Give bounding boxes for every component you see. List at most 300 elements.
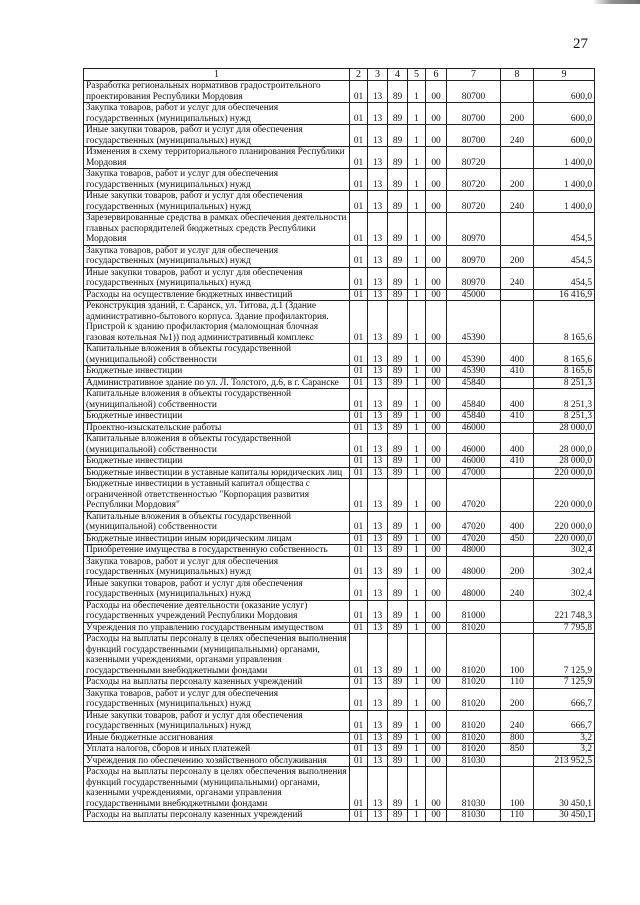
row-code-cell: 00 [426,744,447,756]
row-code-cell: 1 [408,213,426,246]
row-name-cell: Иные закупки товаров, работ и услуг для обеспечения государственных (муниципальных) нужд [84,191,350,213]
row-sum-cell: 302,4 [534,545,595,557]
row-code-cell: 13 [368,677,388,689]
budget-table [83,68,595,822]
row-code-cell: 01 [350,600,368,622]
row-code-cell [501,479,534,512]
table-row [84,533,595,545]
row-code-cell: 13 [368,125,388,147]
row-code-cell: 01 [350,434,368,456]
row-code-cell: 01 [350,767,368,810]
row-code-cell: 89 [388,81,408,103]
row-sum-cell: 600,0 [534,81,595,103]
row-name-cell: Бюджетные инвестиции [84,456,350,468]
row-name-cell: Бюджетные инвестиции в уставные капиталы юридических лиц [84,467,350,479]
row-code-cell: 89 [388,366,408,378]
row-code-cell: 89 [388,267,408,289]
row-code-cell: 01 [350,366,368,378]
row-sum-cell: 8 165,6 [534,344,595,366]
table-row [84,245,595,267]
row-code-cell: 45840 [447,389,501,411]
row-code-cell: 1 [408,191,426,213]
row-name-cell: Учреждения по управлению государственным имуществом [84,622,350,634]
row-code-cell: 13 [368,103,388,125]
row-code-cell: 410 [501,411,534,423]
row-name-cell: Разработка региональных нормативов градостроительного проектирования Республики Мордовия [84,81,350,103]
row-code-cell: 13 [368,422,388,434]
row-code-cell: 89 [388,744,408,756]
row-code-cell: 80970 [447,267,501,289]
row-code-cell: 89 [388,677,408,689]
row-sum-cell: 220 000,0 [534,467,595,479]
row-sum-cell: 1 400,0 [534,169,595,191]
row-name-cell: Капитальные вложения в объекты государственной (муниципальной) собственности [84,344,350,366]
row-code-cell: 46000 [447,422,501,434]
row-code-cell: 200 [501,556,534,578]
row-sum-cell: 28 000,0 [534,422,595,434]
row-code-cell: 00 [426,556,447,578]
row-code-cell: 13 [368,710,388,732]
row-name-cell: Иные закупки товаров, работ и услуг для обеспечения государственных (муниципальных) нужд [84,125,350,147]
header-cell: 4 [388,69,408,81]
row-code-cell: 80720 [447,191,501,213]
row-code-cell: 410 [501,456,534,468]
row-code-cell: 450 [501,533,534,545]
row-code-cell: 81030 [447,767,501,810]
header-cell: 2 [350,69,368,81]
row-code-cell: 01 [350,511,368,533]
row-name-cell: Капитальные вложения в объекты государственной (муниципальной) собственности [84,434,350,456]
row-code-cell: 400 [501,511,534,533]
row-code-cell: 00 [426,289,447,301]
row-code-cell: 01 [350,677,368,689]
table-row [84,578,595,600]
row-code-cell: 200 [501,103,534,125]
row-name-cell: Бюджетные инвестиции [84,366,350,378]
row-code-cell: 89 [388,245,408,267]
row-code-cell: 1 [408,377,426,389]
row-code-cell: 1 [408,767,426,810]
table-row [84,169,595,191]
row-code-cell: 800 [501,732,534,744]
row-code-cell: 01 [350,411,368,423]
row-code-cell: 80970 [447,213,501,246]
row-code-cell: 89 [388,191,408,213]
row-code-cell: 89 [388,169,408,191]
row-code-cell: 01 [350,301,368,344]
row-sum-cell: 30 450,1 [534,767,595,810]
row-code-cell [501,377,534,389]
row-sum-cell: 666,7 [534,710,595,732]
row-code-cell: 01 [350,622,368,634]
row-sum-cell: 213 952,5 [534,755,595,767]
row-code-cell [501,755,534,767]
row-code-cell: 89 [388,147,408,169]
table-row [84,389,595,411]
row-name-cell: Расходы на обеспечение деятельности (оказание услуг) государственных учреждений Республики Мордовия [84,600,350,622]
row-code-cell: 89 [388,125,408,147]
table-row [84,422,595,434]
row-code-cell: 13 [368,511,388,533]
row-code-cell: 00 [426,710,447,732]
row-code-cell: 46000 [447,434,501,456]
row-code-cell: 89 [388,755,408,767]
row-code-cell: 1 [408,622,426,634]
row-code-cell [501,289,534,301]
row-sum-cell: 302,4 [534,556,595,578]
row-code-cell: 89 [388,301,408,344]
row-code-cell: 01 [350,103,368,125]
row-code-cell: 89 [388,710,408,732]
row-code-cell: 13 [368,366,388,378]
row-code-cell: 89 [388,545,408,557]
row-code-cell: 13 [368,344,388,366]
row-code-cell: 00 [426,377,447,389]
row-sum-cell: 600,0 [534,103,595,125]
row-code-cell: 1 [408,479,426,512]
row-code-cell: 89 [388,456,408,468]
row-code-cell: 01 [350,147,368,169]
row-code-cell: 00 [426,125,447,147]
row-code-cell: 13 [368,688,388,710]
row-code-cell: 47020 [447,533,501,545]
row-code-cell: 81020 [447,732,501,744]
row-code-cell: 13 [368,600,388,622]
table-row [84,267,595,289]
row-name-cell: Иные закупки товаров, работ и услуг для обеспечения государственных (муниципальных) нужд [84,710,350,732]
header-cell: 9 [534,69,595,81]
table-row [84,744,595,756]
row-code-cell: 13 [368,289,388,301]
row-name-cell: Расходы на выплаты персоналу в целях обеспечения выполнения функций государственными (муниципальными) органами, казенными учреждениями, органами управления государственными внебюджетными фондами [84,767,350,810]
row-code-cell: 89 [388,422,408,434]
row-code-cell: 1 [408,533,426,545]
table-row [84,755,595,767]
row-code-cell [501,213,534,246]
row-sum-cell: 7 125,9 [534,677,595,689]
row-code-cell: 1 [408,732,426,744]
row-code-cell: 89 [388,479,408,512]
row-code-cell: 13 [368,545,388,557]
row-code-cell: 45390 [447,344,501,366]
row-code-cell: 100 [501,634,534,677]
row-code-cell: 400 [501,344,534,366]
row-code-cell [501,422,534,434]
table-row [84,511,595,533]
row-sum-cell: 7 125,9 [534,634,595,677]
row-code-cell: 80700 [447,81,501,103]
row-name-cell: Бюджетные инвестиции иным юридическим лицам [84,533,350,545]
row-code-cell: 01 [350,267,368,289]
row-code-cell: 01 [350,245,368,267]
row-code-cell [501,600,534,622]
row-code-cell: 1 [408,755,426,767]
row-code-cell: 00 [426,578,447,600]
row-code-cell: 89 [388,732,408,744]
row-code-cell: 80720 [447,169,501,191]
row-sum-cell: 3,2 [534,732,595,744]
row-code-cell [501,545,534,557]
row-code-cell: 81020 [447,710,501,732]
table-row [84,147,595,169]
row-code-cell: 00 [426,301,447,344]
row-sum-cell: 30 450,1 [534,810,595,822]
row-code-cell: 1 [408,103,426,125]
row-code-cell: 80970 [447,245,501,267]
row-code-cell: 00 [426,103,447,125]
row-code-cell: 81030 [447,755,501,767]
row-sum-cell: 221 748,3 [534,600,595,622]
row-code-cell: 89 [388,556,408,578]
row-code-cell: 47000 [447,467,501,479]
row-code-cell: 1 [408,267,426,289]
row-code-cell: 00 [426,810,447,822]
row-code-cell: 1 [408,634,426,677]
table-row [84,456,595,468]
row-code-cell: 01 [350,634,368,677]
row-code-cell: 00 [426,479,447,512]
row-name-cell: Иные закупки товаров, работ и услуг для обеспечения государственных (муниципальных) нужд [84,267,350,289]
table-row [84,600,595,622]
row-code-cell: 240 [501,710,534,732]
row-code-cell: 1 [408,688,426,710]
header-cell: 3 [368,69,388,81]
row-code-cell: 1 [408,169,426,191]
row-sum-cell: 8 165,6 [534,301,595,344]
row-code-cell: 81020 [447,634,501,677]
table-row [84,688,595,710]
row-sum-cell: 8 251,3 [534,377,595,389]
row-code-cell: 00 [426,344,447,366]
row-code-cell: 1 [408,578,426,600]
row-code-cell: 400 [501,434,534,456]
row-code-cell: 1 [408,125,426,147]
table-row [84,81,595,103]
row-code-cell: 00 [426,422,447,434]
row-code-cell: 00 [426,533,447,545]
row-code-cell: 13 [368,434,388,456]
row-sum-cell: 28 000,0 [534,456,595,468]
header-cell: 8 [501,69,534,81]
row-name-cell: Административное здание по ул. Л. Толстого, д.6, в г. Саранске [84,377,350,389]
header-cell: 6 [426,69,447,81]
row-code-cell: 1 [408,545,426,557]
row-code-cell: 13 [368,810,388,822]
row-code-cell: 1 [408,422,426,434]
row-sum-cell: 16 416,9 [534,289,595,301]
row-code-cell: 00 [426,245,447,267]
row-code-cell: 01 [350,533,368,545]
row-code-cell: 89 [388,411,408,423]
row-code-cell: 89 [388,688,408,710]
row-code-cell: 13 [368,732,388,744]
row-code-cell: 00 [426,755,447,767]
row-code-cell: 1 [408,710,426,732]
row-name-cell: Учреждения по обеспечению хозяйственного обслуживания [84,755,350,767]
table-row [84,710,595,732]
row-code-cell: 81030 [447,810,501,822]
row-code-cell: 1 [408,411,426,423]
row-code-cell: 13 [368,556,388,578]
row-code-cell: 00 [426,411,447,423]
row-code-cell: 13 [368,411,388,423]
row-code-cell: 1 [408,556,426,578]
row-code-cell: 13 [368,245,388,267]
row-code-cell: 01 [350,545,368,557]
row-code-cell: 01 [350,81,368,103]
row-code-cell: 01 [350,755,368,767]
row-name-cell: Приобретение имущества в государственную собственность [84,545,350,557]
row-code-cell: 01 [350,389,368,411]
row-code-cell: 45390 [447,301,501,344]
header-cell: 5 [408,69,426,81]
row-sum-cell: 454,5 [534,213,595,246]
row-code-cell: 01 [350,467,368,479]
row-sum-cell: 8 165,6 [534,366,595,378]
row-sum-cell: 1 400,0 [534,147,595,169]
row-code-cell: 89 [388,103,408,125]
row-code-cell: 00 [426,169,447,191]
row-code-cell: 00 [426,677,447,689]
row-code-cell: 45000 [447,289,501,301]
row-code-cell: 1 [408,81,426,103]
row-code-cell: 48000 [447,545,501,557]
row-code-cell: 13 [368,767,388,810]
table-row [84,213,595,246]
row-code-cell: 89 [388,622,408,634]
row-code-cell: 00 [426,732,447,744]
row-code-cell: 01 [350,688,368,710]
row-code-cell: 89 [388,578,408,600]
row-code-cell: 47020 [447,479,501,512]
row-name-cell: Закупка товаров, работ и услуг для обеспечения государственных (муниципальных) нужд [84,103,350,125]
row-code-cell: 01 [350,456,368,468]
row-code-cell: 240 [501,267,534,289]
row-name-cell: Расходы на выплаты персоналу в целях обеспечения выполнения функций государственными (муниципальными) органами, казенными учреждениями, органами управления государственными внебюджетными фондами [84,634,350,677]
row-name-cell: Расходы на выплаты персоналу казенных учреждений [84,677,350,689]
row-code-cell: 1 [408,456,426,468]
row-name-cell: Иные бюджетные ассигнования [84,732,350,744]
table-row [84,479,595,512]
table-row [84,622,595,634]
row-code-cell [501,301,534,344]
row-code-cell: 01 [350,556,368,578]
row-code-cell: 13 [368,267,388,289]
row-code-cell: 00 [426,366,447,378]
row-sum-cell: 220 000,0 [534,479,595,512]
row-sum-cell: 1 400,0 [534,191,595,213]
row-code-cell: 48000 [447,556,501,578]
row-name-cell: Реконструкция зданий, г. Саранск, ул. Титова, д.1 (Здание административно-бытового корпуса. Здание профилактория. Пристрой к зданию профилактория (маломощная блочная газовая котельная №1)) под административный комплекс [84,301,350,344]
row-code-cell: 13 [368,191,388,213]
row-code-cell: 45390 [447,366,501,378]
row-code-cell: 89 [388,634,408,677]
row-name-cell: Расходы на осуществление бюджетных инвестиций [84,289,350,301]
row-name-cell: Зарезервированные средства в рамках обеспечения деятельности главных распорядителей бюджетных средств Республики Мордовия [84,213,350,246]
row-code-cell: 1 [408,434,426,456]
row-sum-cell: 600,0 [534,125,595,147]
row-code-cell: 1 [408,344,426,366]
row-code-cell: 13 [368,377,388,389]
table-row [84,377,595,389]
row-sum-cell: 220 000,0 [534,533,595,545]
row-code-cell: 00 [426,147,447,169]
row-sum-cell: 454,5 [534,267,595,289]
row-code-cell: 89 [388,600,408,622]
row-code-cell: 89 [388,767,408,810]
row-code-cell: 00 [426,267,447,289]
row-code-cell: 13 [368,456,388,468]
row-code-cell: 1 [408,467,426,479]
row-code-cell: 13 [368,213,388,246]
row-code-cell: 00 [426,213,447,246]
row-name-cell: Бюджетные инвестиции в уставный капитал общества с ограниченной ответственностью "Корпорация развития Республики Мордовия" [84,479,350,512]
row-code-cell: 13 [368,81,388,103]
row-code-cell: 89 [388,377,408,389]
row-code-cell: 13 [368,467,388,479]
table-row [84,366,595,378]
row-code-cell: 89 [388,213,408,246]
row-code-cell: 01 [350,169,368,191]
row-code-cell: 410 [501,366,534,378]
row-code-cell: 00 [426,688,447,710]
row-code-cell: 00 [426,600,447,622]
row-code-cell: 1 [408,366,426,378]
row-code-cell: 200 [501,245,534,267]
row-code-cell: 1 [408,245,426,267]
row-code-cell: 89 [388,810,408,822]
table-body [84,81,595,822]
row-code-cell: 00 [426,81,447,103]
row-code-cell: 13 [368,634,388,677]
row-code-cell: 13 [368,147,388,169]
row-code-cell: 89 [388,389,408,411]
row-code-cell: 01 [350,191,368,213]
row-code-cell: 80700 [447,125,501,147]
table-row [84,411,595,423]
row-code-cell: 1 [408,289,426,301]
row-code-cell: 81020 [447,688,501,710]
row-code-cell: 110 [501,677,534,689]
row-code-cell: 1 [408,301,426,344]
table-row [84,191,595,213]
row-code-cell: 89 [388,434,408,456]
scan-edge-mark [592,0,640,4]
table-row [84,467,595,479]
row-code-cell: 13 [368,744,388,756]
table-row [84,634,595,677]
row-code-cell: 81020 [447,622,501,634]
row-code-cell: 01 [350,710,368,732]
row-code-cell: 110 [501,810,534,822]
row-code-cell: 00 [426,389,447,411]
row-code-cell: 1 [408,744,426,756]
row-code-cell: 13 [368,389,388,411]
row-code-cell: 13 [368,622,388,634]
row-code-cell: 01 [350,344,368,366]
row-sum-cell: 454,5 [534,245,595,267]
page-number: 27 [573,36,588,52]
row-code-cell: 01 [350,578,368,600]
table-row [84,344,595,366]
row-code-cell: 1 [408,511,426,533]
row-name-cell: Проектно-изыскательские работы [84,422,350,434]
table-row [84,125,595,147]
row-code-cell: 1 [408,677,426,689]
row-code-cell: 89 [388,467,408,479]
row-code-cell: 89 [388,344,408,366]
row-code-cell: 13 [368,533,388,545]
